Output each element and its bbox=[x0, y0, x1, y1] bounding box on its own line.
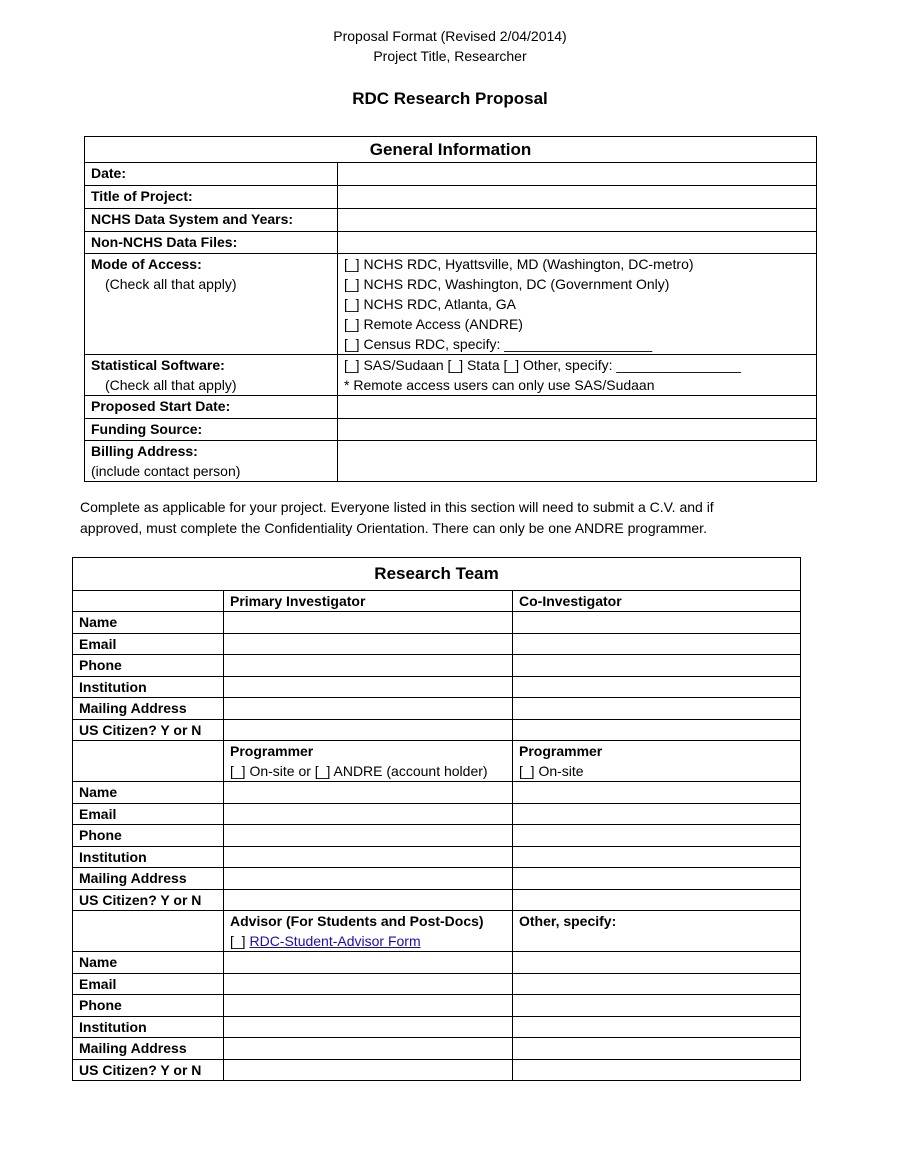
phone-row-label: Phone bbox=[73, 995, 224, 1017]
us-citizen-row-label: US Citizen? Y or N bbox=[73, 719, 224, 741]
table-row bbox=[73, 612, 801, 634]
programmer2-header bbox=[513, 741, 801, 782]
date-field[interactable] bbox=[338, 163, 817, 186]
institution-field[interactable] bbox=[513, 676, 801, 698]
non-nchs-label: Non-NCHS Data Files: bbox=[85, 232, 338, 254]
advisor-rows bbox=[73, 952, 801, 1081]
programmer-option[interactable]: [_] On-site or [_] ANDRE (account holder) bbox=[230, 763, 488, 779]
date-label: Date: bbox=[85, 163, 338, 186]
table-row bbox=[73, 782, 801, 804]
software-options[interactable]: [_] SAS/Sudaan [_] Stata [_] Other, specify: ________________ bbox=[344, 357, 741, 373]
team-blank-cell bbox=[73, 911, 224, 952]
table-row bbox=[73, 633, 801, 655]
us-citizen-field[interactable] bbox=[224, 889, 513, 911]
primary-investigator-header: Primary Investigator bbox=[224, 591, 513, 612]
mailing-address-field[interactable] bbox=[513, 698, 801, 720]
nchs-data-field[interactable] bbox=[338, 209, 817, 232]
name-field[interactable] bbox=[513, 612, 801, 634]
phone-field[interactable] bbox=[513, 655, 801, 677]
mailing-address-field[interactable] bbox=[513, 1038, 801, 1060]
institution-row-label: Institution bbox=[73, 1016, 224, 1038]
mode-option-remote[interactable]: [_] Remote Access (ANDRE) bbox=[344, 316, 523, 332]
billing-cell bbox=[85, 441, 338, 482]
other-header bbox=[513, 911, 801, 952]
name-row-label: Name bbox=[73, 612, 224, 634]
mailing-address-row-label: Mailing Address bbox=[73, 1038, 224, 1060]
page-title: RDC Research Proposal bbox=[352, 89, 548, 108]
table-row bbox=[73, 825, 801, 847]
name-field[interactable] bbox=[224, 952, 513, 974]
header-line-1: Proposal Format (Revised 2/04/2014) bbox=[333, 28, 567, 44]
mode-option-hyattsville[interactable]: [_] NCHS RDC, Hyattsville, MD (Washington, DC-metro) bbox=[344, 256, 694, 272]
table-row bbox=[73, 995, 801, 1017]
programmer2-label: Programmer bbox=[519, 743, 603, 759]
software-sub: (Check all that apply) bbox=[105, 377, 237, 393]
name-field[interactable] bbox=[513, 952, 801, 974]
mode-option-washington[interactable]: [_] NCHS RDC, Washington, DC (Government Only) bbox=[344, 276, 670, 292]
phone-field[interactable] bbox=[224, 825, 513, 847]
co-investigator-header: Co-Investigator bbox=[513, 591, 801, 612]
intro-line-1: Complete as applicable for your project. Everyone listed in this section will need to submit a C.V. and if bbox=[80, 499, 714, 515]
mailing-address-row-label: Mailing Address bbox=[73, 868, 224, 890]
funding-field[interactable] bbox=[338, 419, 817, 441]
us-citizen-field[interactable] bbox=[513, 889, 801, 911]
billing-sub: (include contact person) bbox=[91, 463, 241, 479]
other-label: Other, specify: bbox=[519, 913, 617, 929]
email-row-label: Email bbox=[73, 973, 224, 995]
investigator-rows bbox=[73, 612, 801, 741]
table-row bbox=[73, 719, 801, 741]
programmer-label: Programmer bbox=[230, 743, 314, 759]
programmer-header bbox=[224, 741, 513, 782]
table-row bbox=[73, 1059, 801, 1081]
software-label: Statistical Software: bbox=[91, 357, 225, 373]
email-row-label: Email bbox=[73, 803, 224, 825]
table-row bbox=[73, 1016, 801, 1038]
start-date-label: Proposed Start Date: bbox=[85, 396, 338, 419]
software-note: * Remote access users can only use SAS/Sudaan bbox=[344, 377, 655, 393]
institution-row-label: Institution bbox=[73, 846, 224, 868]
research-team-heading: Research Team bbox=[73, 558, 801, 591]
billing-field[interactable] bbox=[338, 441, 817, 482]
institution-field[interactable] bbox=[224, 1016, 513, 1038]
us-citizen-field[interactable] bbox=[224, 1059, 513, 1081]
mode-of-access-options bbox=[338, 254, 817, 355]
phone-row-label: Phone bbox=[73, 825, 224, 847]
non-nchs-field[interactable] bbox=[338, 232, 817, 254]
table-row bbox=[73, 973, 801, 995]
general-information-table bbox=[84, 136, 817, 482]
table-row bbox=[73, 846, 801, 868]
funding-label: Funding Source: bbox=[85, 419, 338, 441]
phone-field[interactable] bbox=[224, 655, 513, 677]
phone-field[interactable] bbox=[224, 995, 513, 1017]
title-of-project-label: Title of Project: bbox=[85, 186, 338, 209]
institution-row-label: Institution bbox=[73, 676, 224, 698]
advisor-label: Advisor (For Students and Post-Docs) bbox=[230, 913, 484, 929]
email-field[interactable] bbox=[513, 973, 801, 995]
advisor-option bbox=[230, 931, 506, 951]
institution-field[interactable] bbox=[224, 846, 513, 868]
institution-field[interactable] bbox=[513, 1016, 801, 1038]
us-citizen-field[interactable] bbox=[224, 719, 513, 741]
table-row bbox=[73, 868, 801, 890]
mode-of-access-cell bbox=[85, 254, 338, 355]
mailing-address-field[interactable] bbox=[224, 868, 513, 890]
table-row bbox=[73, 1038, 801, 1060]
mailing-address-field[interactable] bbox=[224, 1038, 513, 1060]
software-options-cell bbox=[338, 355, 817, 396]
intro-line-2: approved, must complete the Confidentiality Orientation. There can only be one ANDRE programmer. bbox=[80, 520, 707, 536]
name-row-label: Name bbox=[73, 952, 224, 974]
research-team-table bbox=[72, 557, 801, 1081]
name-row-label: Name bbox=[73, 782, 224, 804]
us-citizen-field[interactable] bbox=[513, 719, 801, 741]
mode-option-atlanta[interactable]: [_] NCHS RDC, Atlanta, GA bbox=[344, 296, 516, 312]
email-field[interactable] bbox=[513, 633, 801, 655]
general-info-heading: General Information bbox=[85, 137, 817, 163]
mode-option-census[interactable]: [_] Census RDC, specify: ___________________ bbox=[344, 336, 653, 352]
phone-field[interactable] bbox=[513, 995, 801, 1017]
team-blank-cell bbox=[73, 591, 224, 612]
header-line-2: Project Title, Researcher bbox=[373, 48, 527, 64]
start-date-field[interactable] bbox=[338, 396, 817, 419]
mailing-address-field[interactable] bbox=[513, 868, 801, 890]
mode-of-access-label: Mode of Access: bbox=[91, 256, 202, 272]
intro-text bbox=[80, 497, 840, 539]
email-field[interactable] bbox=[224, 803, 513, 825]
advisor-form-link[interactable]: RDC-Student-Advisor Form bbox=[249, 933, 421, 949]
programmer2-option[interactable]: [_] On-site bbox=[519, 763, 584, 779]
table-row bbox=[73, 803, 801, 825]
us-citizen-field[interactable] bbox=[513, 1059, 801, 1081]
institution-field[interactable] bbox=[224, 676, 513, 698]
advisor-checkbox[interactable]: [_] bbox=[230, 933, 250, 949]
table-row bbox=[73, 698, 801, 720]
phone-row-label: Phone bbox=[73, 655, 224, 677]
table-row bbox=[73, 889, 801, 911]
us-citizen-row-label: US Citizen? Y or N bbox=[73, 889, 224, 911]
programmer-rows bbox=[73, 782, 801, 911]
nchs-data-label: NCHS Data System and Years: bbox=[85, 209, 338, 232]
institution-field[interactable] bbox=[513, 846, 801, 868]
email-field[interactable] bbox=[224, 973, 513, 995]
name-field[interactable] bbox=[224, 612, 513, 634]
mode-of-access-sub: (Check all that apply) bbox=[105, 276, 237, 292]
phone-field[interactable] bbox=[513, 825, 801, 847]
table-row bbox=[73, 655, 801, 677]
email-field[interactable] bbox=[224, 633, 513, 655]
title-of-project-field[interactable] bbox=[338, 186, 817, 209]
billing-label: Billing Address: bbox=[91, 443, 198, 459]
email-field[interactable] bbox=[513, 803, 801, 825]
email-row-label: Email bbox=[73, 633, 224, 655]
advisor-header bbox=[224, 911, 513, 952]
name-field[interactable] bbox=[224, 782, 513, 804]
us-citizen-row-label: US Citizen? Y or N bbox=[73, 1059, 224, 1081]
mailing-address-row-label: Mailing Address bbox=[73, 698, 224, 720]
mailing-address-field[interactable] bbox=[224, 698, 513, 720]
table-row bbox=[73, 676, 801, 698]
name-field[interactable] bbox=[513, 782, 801, 804]
table-row bbox=[73, 952, 801, 974]
software-cell bbox=[85, 355, 338, 396]
team-blank-cell bbox=[73, 741, 224, 782]
